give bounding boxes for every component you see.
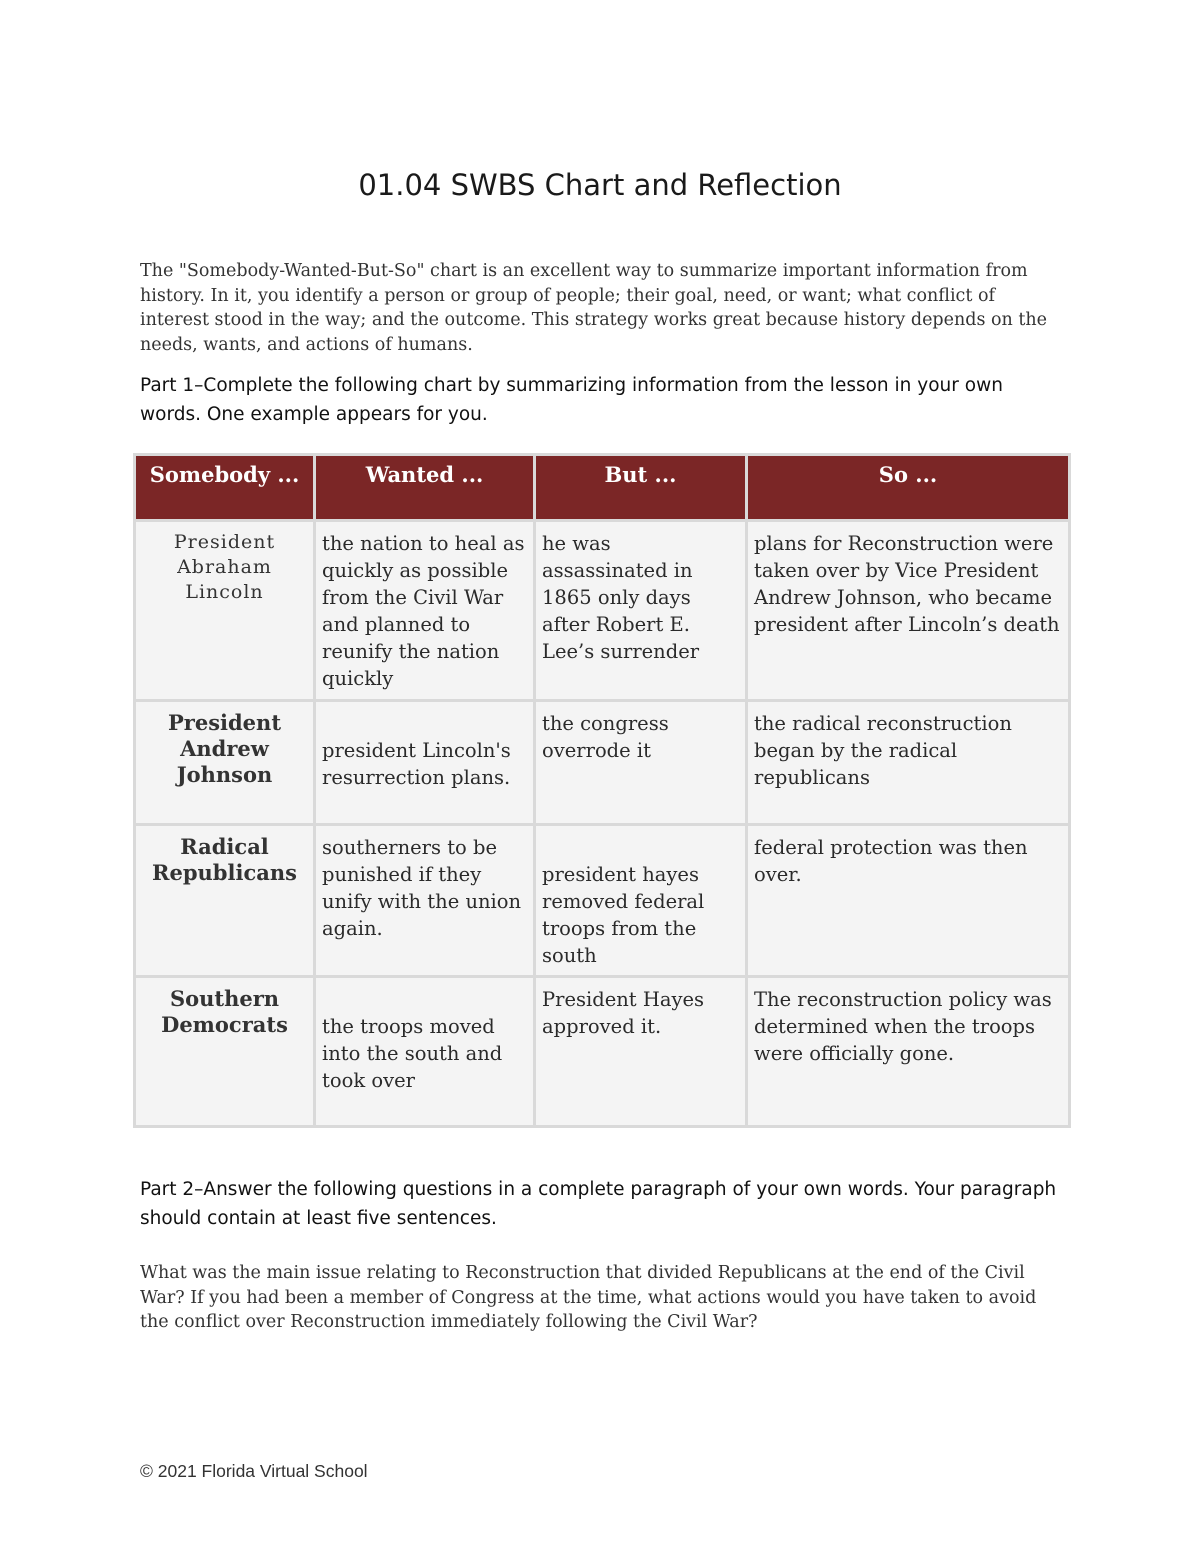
- header-but: But ...: [535, 455, 747, 521]
- cell-so[interactable]: plans for Reconstruction were taken over by Vice President Andrew Johnson, who became president after Lincoln’s death: [747, 521, 1070, 701]
- cell-so[interactable]: the radical reconstruction began by the radical republicans: [747, 701, 1070, 825]
- cell-wanted[interactable]: [315, 701, 535, 825]
- table-row: [135, 701, 1070, 825]
- cell-wanted-text: the troops moved into the south and took over: [322, 1015, 503, 1092]
- intro-paragraph: The "Somebody-Wanted-But-So" chart is an excellent way to summarize important information from history. In it, you identify a person or group of people; their goal, need, or want; what conflict of interest stood in the way; and the outcome. This strategy works great because history depends on the needs, wants, and actions of humans.: [140, 261, 1048, 355]
- header-so: So ...: [747, 455, 1070, 521]
- header-somebody: Somebody ...: [135, 455, 315, 521]
- cell-but[interactable]: [535, 825, 747, 977]
- cell-wanted[interactable]: southerners to be punished if they unify with the union again.: [315, 825, 535, 977]
- swbs-chart: [133, 453, 1071, 1128]
- cell-somebody: Southern Democrats: [135, 977, 315, 1127]
- page-title: 01.04 SWBS Chart and Reflection: [358, 168, 842, 202]
- cell-so[interactable]: The reconstruction policy was determined when the troops were officially gone.: [747, 977, 1070, 1127]
- header-wanted: Wanted ...: [315, 455, 535, 521]
- cell-but-text: president hayes removed federal troops from the south: [542, 863, 705, 967]
- cell-but[interactable]: the congress overrode it: [535, 701, 747, 825]
- table-row: [135, 825, 1070, 977]
- cell-somebody: Radical Republicans: [135, 825, 315, 977]
- cell-wanted-text: president Lincoln's resurrection plans.: [322, 739, 511, 789]
- cell-so[interactable]: federal protection was then over.: [747, 825, 1070, 977]
- cell-but[interactable]: he was assassinated in 1865 only days after Robert E. Lee’s surrender: [535, 521, 747, 701]
- copyright-footer: © 2021 Florida Virtual School: [140, 1461, 368, 1481]
- table-header-row: [135, 455, 1070, 521]
- part2-instructions: Part 2–Answer the following questions in a complete paragraph of your own words. Your paragraph should contain at least five sentences.: [140, 1179, 1057, 1229]
- reflection-question: What was the main issue relating to Reconstruction that divided Republicans at the end of the Civil War? If you had been a member of Congress at the time, what actions would you have taken to avoid the conflict over Reconstruction immediately following the Civil War?: [140, 1263, 1037, 1332]
- part1-instructions: Part 1–Complete the following chart by summarizing information from the lesson in your own words. One example appears for you.: [140, 375, 1003, 425]
- cell-but[interactable]: President Hayes approved it.: [535, 977, 747, 1127]
- cell-somebody: President Andrew Johnson: [135, 701, 315, 825]
- cell-wanted[interactable]: the nation to heal as quickly as possible from the Civil War and planned to reunify the nation quickly: [315, 521, 535, 701]
- table-row: [135, 521, 1070, 701]
- cell-wanted[interactable]: [315, 977, 535, 1127]
- cell-somebody: President Abraham Lincoln: [135, 521, 315, 701]
- table-row: [135, 977, 1070, 1127]
